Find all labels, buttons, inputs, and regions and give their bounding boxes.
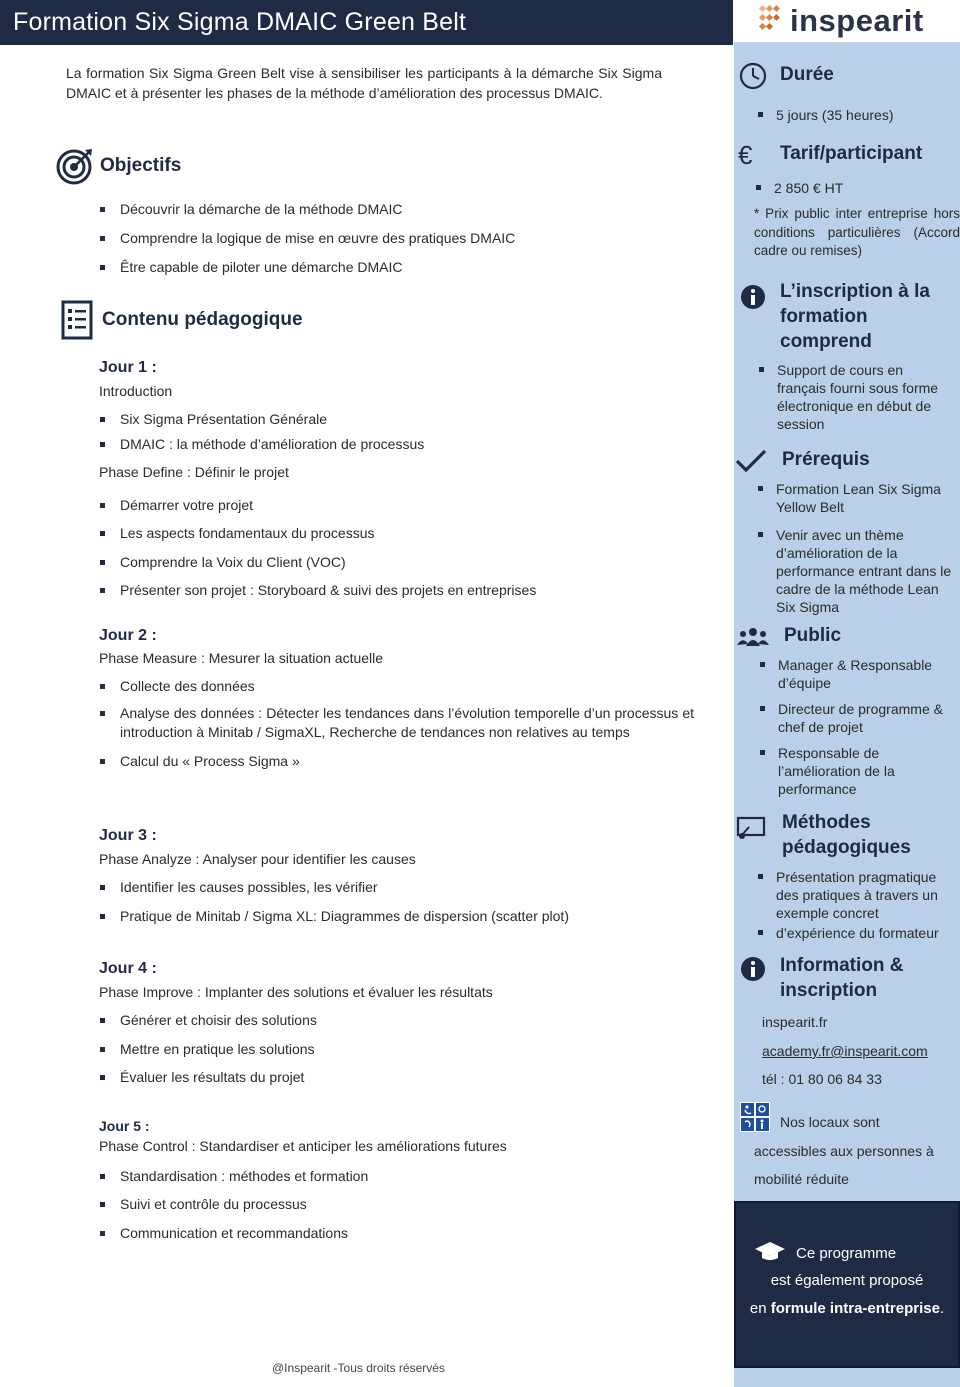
title-bar	[0, 0, 733, 45]
accessibility-line-3: mobilité réduite	[754, 1171, 849, 1187]
contenu-title: Contenu pédagogique	[102, 309, 303, 330]
list-item: Six Sigma Présentation Générale	[98, 410, 694, 429]
day-4-title: Jour 4 :	[99, 960, 157, 977]
day-3-phase: Phase Analyze : Analyser pour identifier les causes	[99, 851, 416, 867]
sidebar	[734, 0, 960, 1387]
list-item: Pratique de Minitab / Sigma XL: Diagrammes de dispersion (scatter plot)	[98, 907, 694, 926]
methodes-header	[734, 810, 911, 860]
objectifs-header	[56, 146, 181, 186]
duree-list	[754, 106, 954, 124]
list-item: DMAIC : la méthode d’amélioration de processus	[98, 435, 694, 454]
email-link[interactable]: academy.fr@inspearit.com	[762, 1043, 928, 1059]
list-item: Support de cours en français fourni sous forme électronique en début de session	[755, 361, 955, 433]
accessibility-line-2: accessibles aux personnes à	[754, 1143, 934, 1159]
list-item: 5 jours (35 heures)	[754, 106, 954, 124]
methodes-title-line: Méthodes	[782, 812, 871, 833]
inscription-title-line: formation	[780, 306, 868, 327]
target-icon	[56, 146, 94, 186]
information-header	[738, 953, 904, 1003]
accessibility-icon	[740, 1102, 770, 1137]
day-1-title: Jour 1 :	[99, 359, 157, 376]
logo-text: inspearit	[790, 3, 924, 38]
cta-suffix: .	[939, 1300, 945, 1317]
list-item: Suivi et contrôle du processus	[98, 1195, 694, 1214]
list-item: Collecte des données	[98, 677, 694, 696]
tarif-header	[738, 141, 922, 169]
inscription-title-line: L’inscription à la	[780, 281, 930, 302]
presentation-board-icon	[734, 814, 768, 842]
phone-number: tél : 01 80 06 84 33	[762, 1071, 882, 1087]
list-item: Les aspects fondamentaux du processus	[98, 524, 694, 543]
cta-line-2: est également proposé	[770, 1272, 924, 1289]
list-item: Être capable de piloter une démarche DMAIC	[98, 258, 658, 277]
methodes-list	[754, 868, 956, 942]
cta-line-1: Ce programme	[796, 1244, 897, 1262]
checkmark-icon	[734, 447, 768, 475]
information-title-line: Information &	[780, 955, 904, 976]
list-item: Générer et choisir des solutions	[98, 1011, 694, 1030]
day-4-phase: Phase Improve : Implanter des solutions et évaluer les résultats	[99, 984, 493, 1000]
list-item: 2 850 € HT	[752, 179, 952, 197]
inscription-title-line: comprend	[780, 331, 872, 352]
page-title: Formation Six Sigma DMAIC Green Belt	[13, 8, 467, 36]
clock-icon	[738, 62, 768, 90]
list-item: Évaluer les résultats du projet	[98, 1068, 694, 1087]
accessibility-line-1: Nos locaux sont	[780, 1114, 880, 1130]
objectifs-title: Objectifs	[100, 155, 182, 176]
duree-header	[738, 62, 834, 90]
list-item: Identifier les causes possibles, les vérifier	[98, 878, 694, 897]
methodes-title-line: pédagogiques	[782, 837, 911, 858]
list-item: Formation Lean Six Sigma Yellow Belt	[754, 480, 956, 516]
public-list	[756, 656, 960, 798]
list-item: d’expérience du formateur	[754, 924, 956, 942]
methodes-title	[782, 810, 911, 860]
day-1-list	[98, 496, 694, 600]
list-item: Mettre en pratique les solutions	[98, 1040, 694, 1059]
public-title: Public	[784, 625, 842, 646]
duree-title: Durée	[780, 64, 834, 85]
objectifs-list	[98, 200, 658, 287]
cta-line-3	[736, 1300, 958, 1317]
footer-copyright: @Inspearit -Tous droits réservés	[272, 1361, 445, 1375]
cta-prefix: en	[749, 1300, 771, 1317]
intro-paragraph: La formation Six Sigma Green Belt vise à sensibiliser les participants à la démarche Six Sigma DMAIC et à présenter les phases de la méthode d’amélioration des processus DMAIC.	[66, 65, 662, 101]
day-5-phase: Phase Control : Standardiser et anticiper les améliorations futures	[99, 1138, 507, 1154]
euro-icon: €	[738, 139, 753, 170]
list-item: Découvrir la démarche de la méthode DMAIC	[98, 200, 658, 219]
list-item: Présentation pragmatique des pratiques à travers un exemple concret	[754, 868, 956, 922]
list-item: Communication et recommandations	[98, 1224, 694, 1243]
contenu-header	[58, 300, 303, 340]
day-2-phase: Phase Measure : Mesurer la situation actuelle	[99, 650, 384, 666]
tarif-note: * Prix public inter entreprise hors conditions particulières (Accord cadre ou remises)	[754, 206, 960, 258]
information-title-line: inscription	[780, 980, 878, 1001]
prerequis-title: Prérequis	[782, 449, 870, 470]
list-item: Présenter son projet : Storyboard & suivi des projets en entreprises	[98, 581, 694, 600]
day-5-list	[98, 1167, 694, 1243]
day-2-list	[98, 677, 694, 771]
intra-entreprise-callout	[734, 1201, 960, 1368]
tarif-title: Tarif/participant	[780, 143, 923, 164]
prerequis-header	[734, 447, 870, 475]
list-item: Comprendre la Voix du Client (VOC)	[98, 553, 694, 572]
cta-strong: formule intra-entreprise	[770, 1300, 940, 1317]
day-1-intro: Introduction	[99, 383, 173, 399]
logo-mark-icon	[756, 2, 786, 41]
list-item: Venir avec un thème d’amélioration de la performance entrant dans le cadre de la méthode Lean Six Sigma	[754, 526, 956, 616]
day-5-title: Jour 5 :	[99, 1118, 150, 1134]
list-item: Analyse des données : Détecter les tendances dans l’évolution temporelle d’un processus et introduction à Minitab / SigmaXL, Recherche de tendances non relatives au temps	[98, 704, 694, 742]
info-icon	[738, 283, 768, 311]
users-icon	[736, 623, 770, 651]
day-3-title: Jour 3 :	[99, 827, 157, 844]
public-header	[736, 623, 841, 651]
cta-line-1-row	[754, 1240, 896, 1266]
info-icon	[738, 955, 768, 983]
information-title	[780, 953, 904, 1003]
inscription-header	[738, 279, 930, 354]
prerequis-list	[754, 480, 956, 616]
list-item: Comprendre la logique de mise en œuvre des pratiques DMAIC	[98, 229, 658, 248]
list-item: Démarrer votre projet	[98, 496, 694, 515]
day-1-intro-list	[98, 410, 694, 454]
list-item: Directeur de programme & chef de projet	[756, 700, 960, 736]
checklist-icon	[58, 300, 96, 340]
list-item: Calcul du « Process Sigma »	[98, 752, 694, 771]
inscription-list	[755, 361, 955, 433]
day-2-title: Jour 2 :	[99, 627, 157, 644]
graduation-cap-icon	[754, 1240, 786, 1266]
tarif-list	[752, 179, 952, 197]
list-item: Responsable de l’amélioration de la performance	[756, 744, 960, 798]
day-3-list	[98, 878, 694, 926]
brand-logo[interactable]	[734, 0, 960, 42]
inscription-title	[780, 279, 930, 354]
website-link[interactable]: inspearit.fr	[762, 1014, 828, 1030]
day-4-list	[98, 1011, 694, 1087]
list-item: Manager & Responsable d’équipe	[756, 656, 960, 692]
day-1-phase: Phase Define : Définir le projet	[99, 464, 289, 480]
list-item: Standardisation : méthodes et formation	[98, 1167, 694, 1186]
